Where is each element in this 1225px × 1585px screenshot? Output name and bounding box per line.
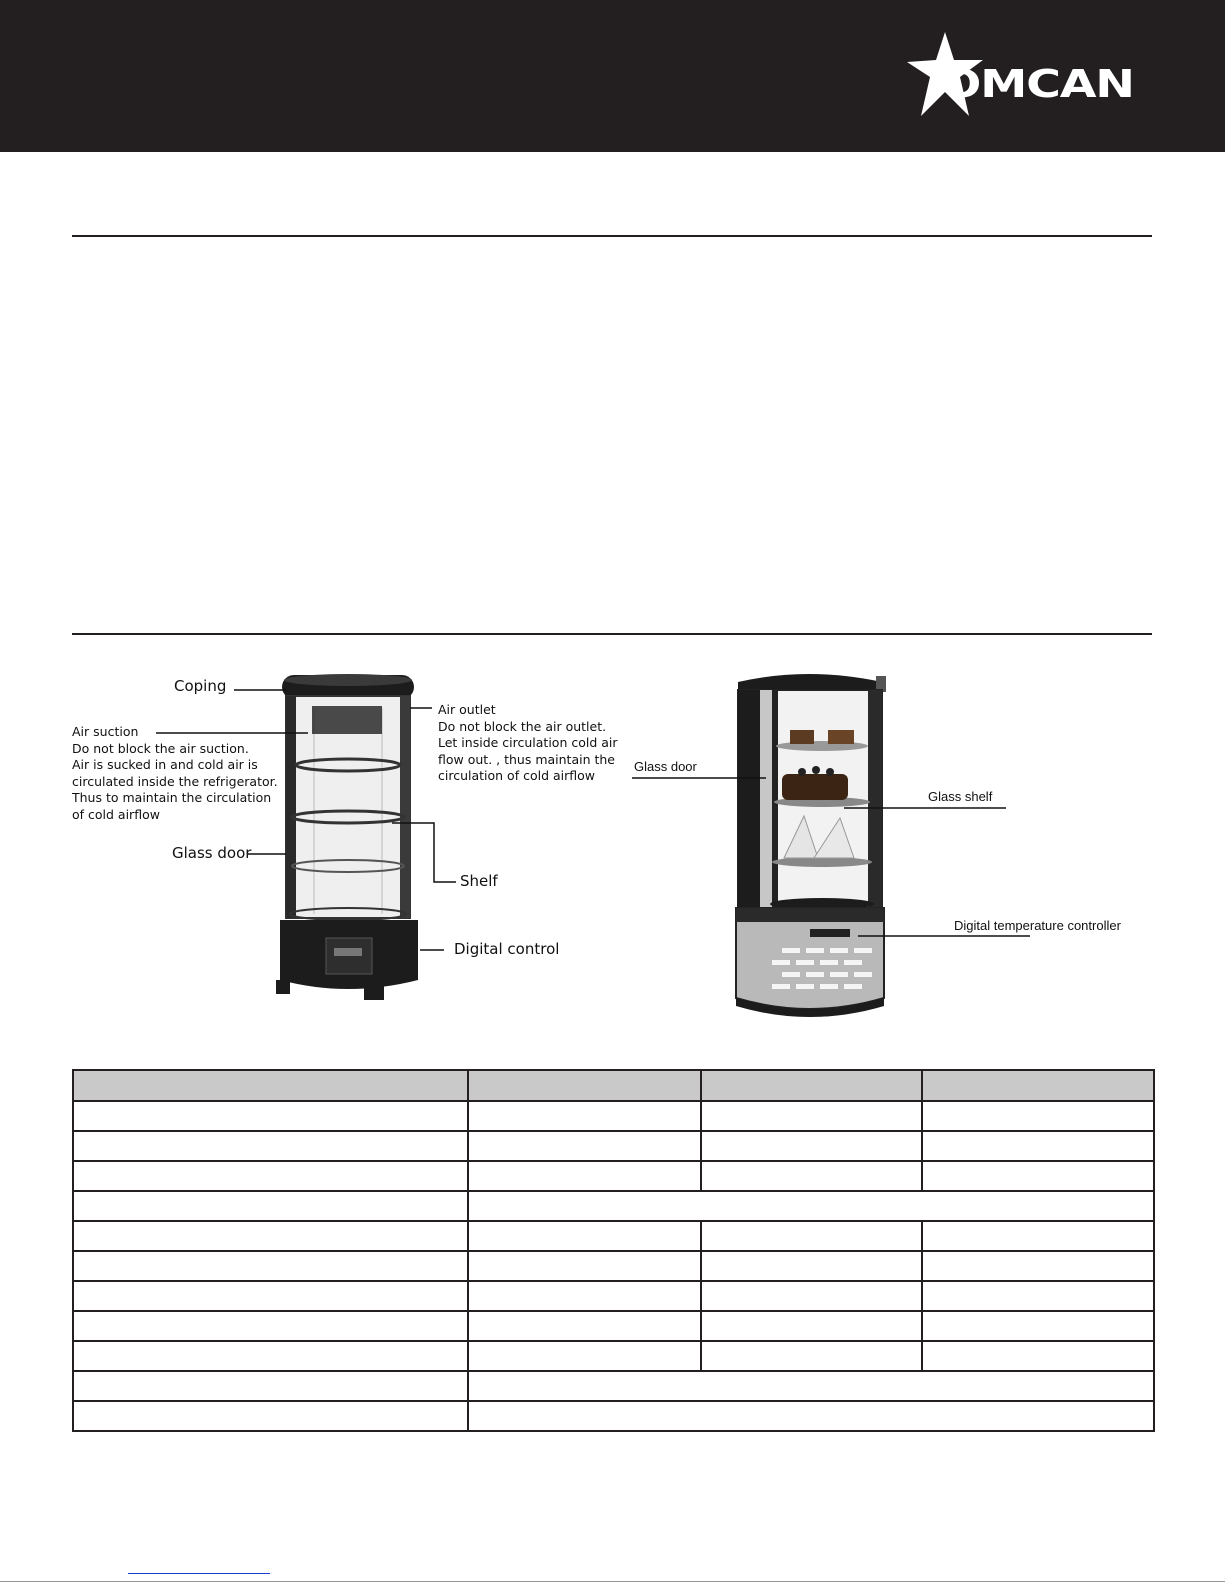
table-cell: [468, 1221, 701, 1251]
label-glass-door: Glass door: [172, 844, 252, 862]
brand-logo: [905, 30, 1155, 122]
table-cell-merged: [468, 1401, 1154, 1431]
table-cell-merged: [468, 1191, 1154, 1221]
table-row: [73, 1311, 1154, 1341]
table-cell: [468, 1101, 701, 1131]
table-cell: [73, 1221, 468, 1251]
table-cell: [922, 1131, 1154, 1161]
table-cell: [922, 1311, 1154, 1341]
table-header-cell: [468, 1070, 701, 1101]
table-row: [73, 1281, 1154, 1311]
label-glass-shelf: Glass shelf: [928, 789, 993, 804]
table-cell: [922, 1251, 1154, 1281]
table-cell: [701, 1131, 922, 1161]
diagram-right: [632, 668, 1152, 1028]
table-cell: [701, 1281, 922, 1311]
table-cell: [73, 1191, 468, 1221]
section-divider-diagram: [72, 633, 1152, 635]
table-cell: [468, 1161, 701, 1191]
table-cell: [73, 1311, 468, 1341]
table-cell: [73, 1101, 468, 1131]
table-row: [73, 1101, 1154, 1131]
table-cell: [701, 1311, 922, 1341]
label-digital-control: Digital control: [454, 940, 560, 958]
table-cell: [701, 1251, 922, 1281]
table-cell: [701, 1101, 922, 1131]
table-cell-merged: [468, 1371, 1154, 1401]
table-row: [73, 1371, 1154, 1401]
table-cell: [922, 1221, 1154, 1251]
table-row: [73, 1161, 1154, 1191]
label-air-outlet-line: flow out. , thus maintain the: [438, 751, 615, 767]
table-cell: [922, 1281, 1154, 1311]
table-cell: [468, 1281, 701, 1311]
label-air-suction-line: Do not block the air suction.: [72, 740, 249, 756]
table-cell: [468, 1131, 701, 1161]
label-glass-door-right: Glass door: [634, 759, 697, 774]
table-row: [73, 1251, 1154, 1281]
table-cell: [73, 1401, 468, 1431]
table-cell: [922, 1101, 1154, 1131]
table-cell: [701, 1341, 922, 1371]
table-cell: [73, 1131, 468, 1161]
header-bar: [0, 0, 1225, 152]
footer-link-underline[interactable]: [128, 1573, 270, 1574]
table-row: [73, 1401, 1154, 1431]
table-cell: [73, 1371, 468, 1401]
label-air-suction-line: of cold airflow: [72, 806, 160, 822]
label-coping: Coping: [174, 677, 227, 695]
round-cake-display-illustration: [632, 668, 1152, 1028]
table-cell: [701, 1161, 922, 1191]
label-air-outlet-line: circulation of cold airflow: [438, 768, 595, 783]
table-cell: [468, 1341, 701, 1371]
section-divider-top: [72, 235, 1152, 237]
brand-wordmark: OMCAN: [941, 62, 1134, 106]
label-air-suction-line: Thus to maintain the circulation: [72, 790, 272, 805]
table-cell: [468, 1311, 701, 1341]
label-air-outlet-line: Air outlet: [438, 702, 496, 717]
table-cell: [73, 1161, 468, 1191]
table-header-row: [73, 1070, 1154, 1101]
table-header-cell: [922, 1070, 1154, 1101]
footer-divider: [0, 1581, 1225, 1582]
table-row: [73, 1341, 1154, 1371]
table-cell: [701, 1221, 922, 1251]
table-cell: [73, 1251, 468, 1281]
label-shelf: Shelf: [460, 872, 498, 890]
table-cell: [73, 1281, 468, 1311]
table-cell: [468, 1251, 701, 1281]
label-air-suction-line: circulated inside the refrigerator.: [72, 773, 278, 789]
table-cell: [922, 1341, 1154, 1371]
label-air-suction-line: Air suction: [72, 724, 139, 739]
label-air-suction: [72, 724, 278, 823]
label-air-outlet: [438, 702, 618, 785]
table-row: [73, 1131, 1154, 1161]
table-row: [73, 1191, 1154, 1221]
label-air-outlet-line: Let inside circulation cold air: [438, 735, 618, 750]
table-header-cell: [73, 1070, 468, 1101]
table-cell: [73, 1341, 468, 1371]
table-cell: [922, 1161, 1154, 1191]
label-digital-temperature-controller: Digital temperature controller: [954, 918, 1121, 933]
table-row: [73, 1221, 1154, 1251]
table-header-cell: [701, 1070, 922, 1101]
label-air-outlet-line: Do not block the air outlet.: [438, 718, 607, 734]
spec-table: [72, 1069, 1155, 1432]
diagram-left: [72, 668, 632, 1028]
label-air-suction-line: Air is sucked in and cold air is: [72, 757, 258, 772]
